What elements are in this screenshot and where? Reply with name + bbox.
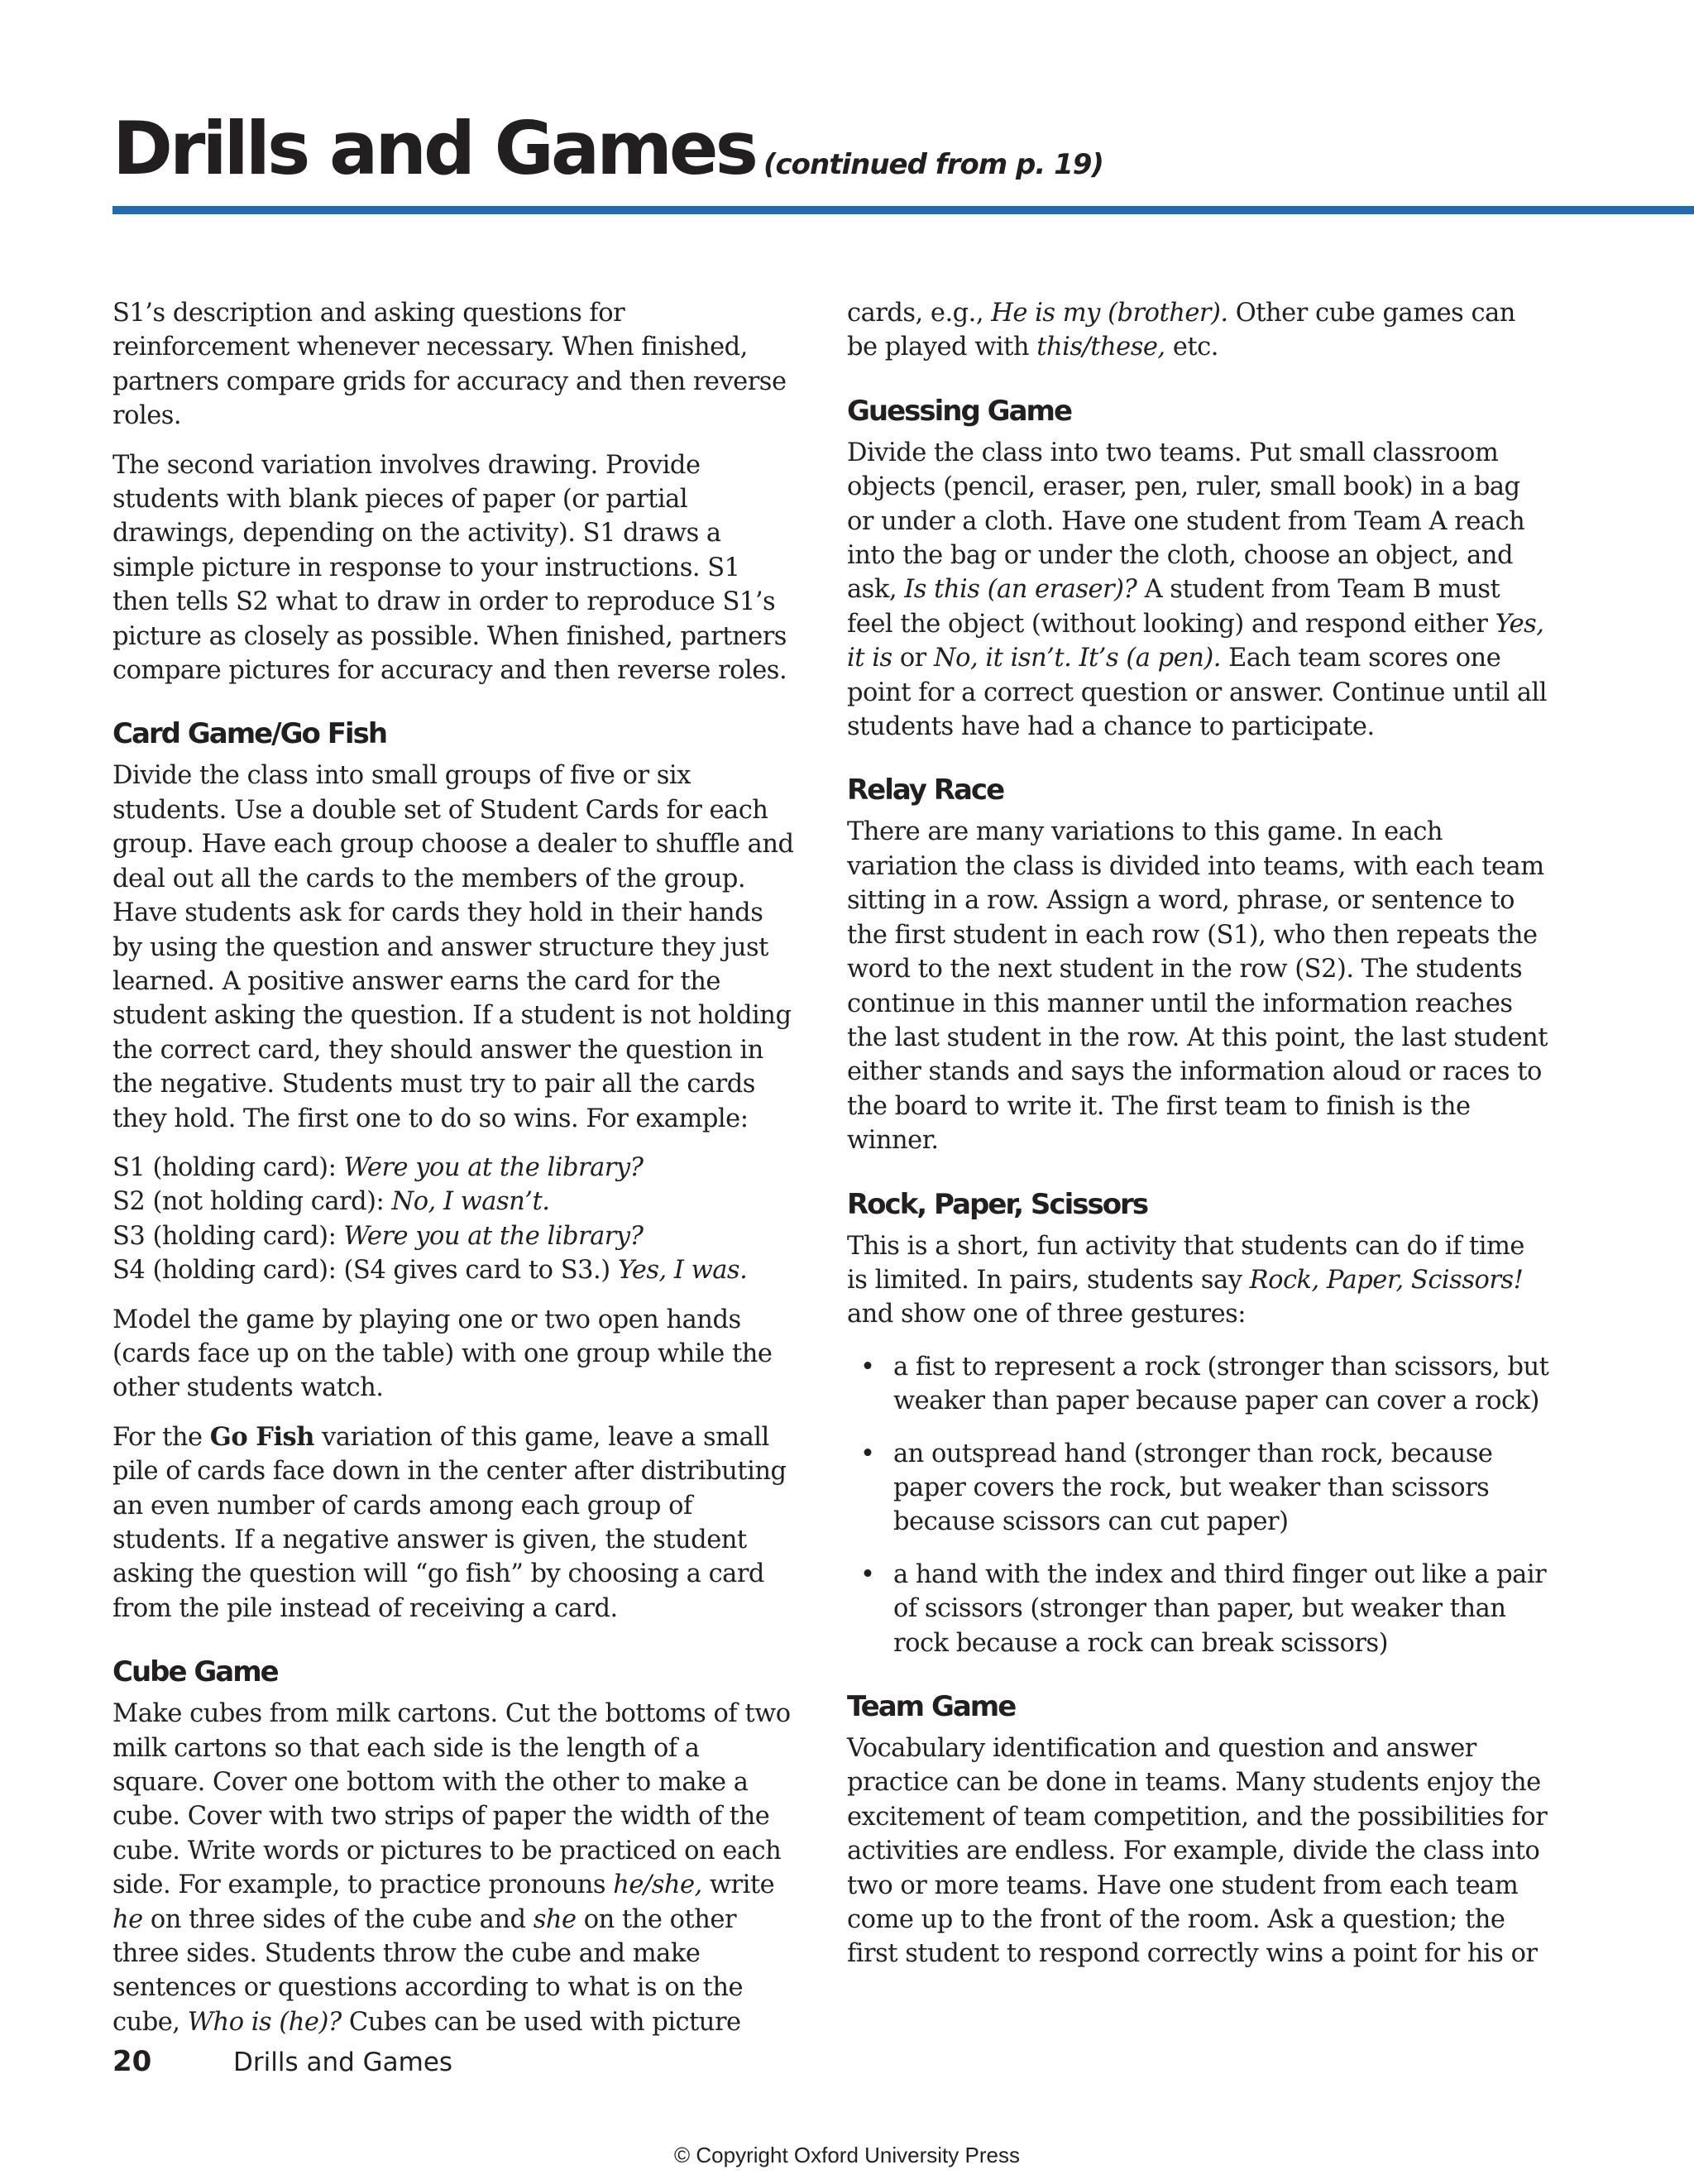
heading-team-game: Team Game (847, 1690, 1016, 1723)
guess-text: A student from Team B must feel the object (without looking) and respond either (847, 575, 1500, 639)
list-item (847, 1350, 1550, 1419)
bullet-icon: • (860, 1559, 875, 1589)
heading-guessing-game: Guessing Game (847, 394, 1072, 428)
paragraph-model-game: Model the game by playing one or two open hands (cards face up on the table) with one group while the other students watch. (112, 1305, 773, 1403)
paragraph-team-game: Vocabulary identification and question and answer practice can be done in teams. Many students enjoy the excitement of team competition, and the possibilities for activities are endless. For example, divide the class into two or more teams. Have one student from each team come up to the front of the room. Ask a question; the first student to respond correctly wins a point for his or (847, 1734, 1548, 1969)
dialogue-line (112, 1151, 799, 1185)
cont-italic: this/these, (1036, 333, 1165, 362)
right-column (847, 296, 1550, 1986)
rps-text: and show one of three gestures: (847, 1300, 1247, 1329)
dialogue-line (112, 1185, 799, 1219)
dialogue-text: Yes, I was. (617, 1256, 748, 1286)
bullet-icon: • (860, 1439, 875, 1468)
heading-relay-race: Relay Race (847, 774, 1004, 807)
paragraph-drawing-variation: The second variation involves drawing. Provide students with blank pieces of paper (or partial drawings, depending on the activity). S1 draws a simple picture in response to your instructions. S1 then tells S2 what to draw in order to reproduce S1’s picture as closely as possible. When finished, partners compare pictures for accuracy and then reverse roles. (112, 450, 787, 686)
dialogue-speaker: S4 (holding card): (S4 gives card to S3.) (112, 1256, 618, 1286)
dialogue-line (112, 1253, 799, 1287)
paragraph-relay-race: There are many variations to this game. In each variation the class is divided into teams, with each team sitting in a row. Assign a word, phrase, or sentence to the first student in each row (S1), who then repeats the word to the next student in the row (S2). The students continue in this manner until the information reaches the last student in the row. At this point, the last student either stands and says the information aloud or races to the board to write it. The first team to finish is the winner. (847, 817, 1548, 1156)
list-item (847, 1558, 1550, 1660)
title-rule (112, 206, 1694, 214)
cube-text: Cubes can be used with picture (341, 2007, 741, 2037)
cont-italic: He is my (brother). (991, 299, 1228, 328)
dialogue-text: Were you at the library? (343, 1152, 644, 1182)
page-subtitle: (continued from p. 19) (763, 148, 1103, 181)
heading-card-game: Card Game/Go Fish (112, 717, 387, 751)
go-fish-bold: Go Fish (209, 1421, 314, 1452)
cube-italic: Who is (he)? (187, 2007, 342, 2037)
cube-text: Make cubes from milk cartons. Cut the bottoms of two milk cartons so that each side is the length of a square. Cover one bottom with the other to make a cube. Cover with two strips of paper the width of the cube. Write words or pictures to be practiced on each side. For example, to practice pronouns (112, 1699, 791, 1900)
paragraph-cube-game (112, 1697, 799, 2039)
cube-text: on three sides of the cube and (142, 1904, 534, 1934)
cube-text: on the other three sides. Students throw the cube and make sentences or questions according to what is on the cube, (112, 1904, 744, 2037)
go-fish-text-pre: For the (112, 1422, 210, 1452)
guess-italic: Is this (an eraser)? (904, 575, 1137, 605)
gesture-list (847, 1350, 1550, 1660)
cube-italic: she (533, 1904, 577, 1934)
dialogue-line (112, 1219, 799, 1253)
guess-text: Each team scores one point for a correct question or answer. Continue until all students have had a chance to participate. (847, 644, 1548, 742)
copyright-notice: © Copyright Oxford University Press (674, 2143, 1020, 2167)
heading-cube-game: Cube Game (112, 1655, 278, 1689)
paragraph-guessing-game (847, 436, 1550, 745)
cont-text: cards, e.g., (847, 299, 992, 328)
card-game-dialogue (112, 1151, 799, 1288)
guess-text: or (892, 644, 934, 673)
rps-text: This is a short, fun activity that students can do if time is limited. In pairs, students say (847, 1231, 1524, 1295)
heading-rock-paper-scissors: Rock, Paper, Scissors (847, 1187, 1148, 1221)
page-title (112, 106, 1103, 191)
page-title-text: Drills and Games (112, 106, 755, 191)
paragraph-go-fish (112, 1420, 799, 1626)
rps-italic: Rock, Paper, Scissors! (1249, 1265, 1524, 1295)
cube-italic: he (112, 1904, 143, 1934)
page-number: 20 (112, 2045, 152, 2078)
dialogue-speaker: S3 (holding card): (112, 1221, 344, 1251)
cube-italic: he/she, (613, 1870, 702, 1900)
list-item-text: a hand with the index and third finger out like a pair of scissors (stronger than paper, but weaker than rock because a rock can break scissors) (893, 1559, 1547, 1658)
bullet-icon: • (860, 1352, 875, 1382)
cont-text: Other cube games can be played with (847, 299, 1515, 362)
dialogue-text: Were you at the library? (343, 1221, 644, 1251)
paragraph-grid-roles: S1’s description and asking questions for reinforcement whenever necessary. When finished, partners compare grids for accuracy and then reverse roles. (112, 299, 787, 431)
footer-section-title: Drills and Games (233, 2048, 453, 2077)
guess-text: Divide the class into two teams. Put small classroom objects (pencil, eraser, pen, ruler, small book) in a bag or under a cloth. Have one student from Team A reach into the bag or under the cloth, choose an object, and ask, (847, 438, 1525, 605)
cube-text: write (701, 1870, 775, 1900)
list-item-text: an outspread hand (stronger than rock, because paper covers the rock, but weaker than scissors because scissors can cut paper) (893, 1439, 1493, 1537)
list-item (847, 1437, 1550, 1540)
list-item-text: a fist to represent a rock (stronger than scissors, but weaker than paper because paper can cover a rock) (893, 1352, 1549, 1416)
cont-text: etc. (1165, 333, 1218, 362)
dialogue-speaker: S1 (holding card): (112, 1152, 344, 1182)
dialogue-text: No, I wasn’t. (391, 1187, 550, 1217)
left-column (112, 296, 799, 2054)
dialogue-speaker: S2 (not holding card): (112, 1187, 392, 1217)
guess-italic: Yes, it is (847, 609, 1544, 673)
paragraph-rock-paper-scissors (847, 1229, 1550, 1332)
paragraph-cube-continued (847, 296, 1550, 365)
go-fish-text-post: variation of this game, leave a small pile of cards face down in the center after distributing an even number of cards among each group of students. If a negative answer is given, the student asking the question will “go fish” by choosing a card from the pile instead of receiving a card. (112, 1422, 787, 1623)
paragraph-card-game: Divide the class into small groups of five or six students. Use a double set of Student Cards for each group. Have each group choose a dealer to shuffle and deal out all the cards to the members of the group. Have students ask for cards they hold in their hands by using the question and answer structure they just learned. A positive answer earns the card for the student asking the question. If a student is not holding the correct card, they should answer the question in the negative. Students must try to pair all the cards they hold. The first one to do so wins. For example: (112, 761, 794, 1133)
guess-italic: No, it isn’t. It’s (a pen). (933, 644, 1221, 673)
